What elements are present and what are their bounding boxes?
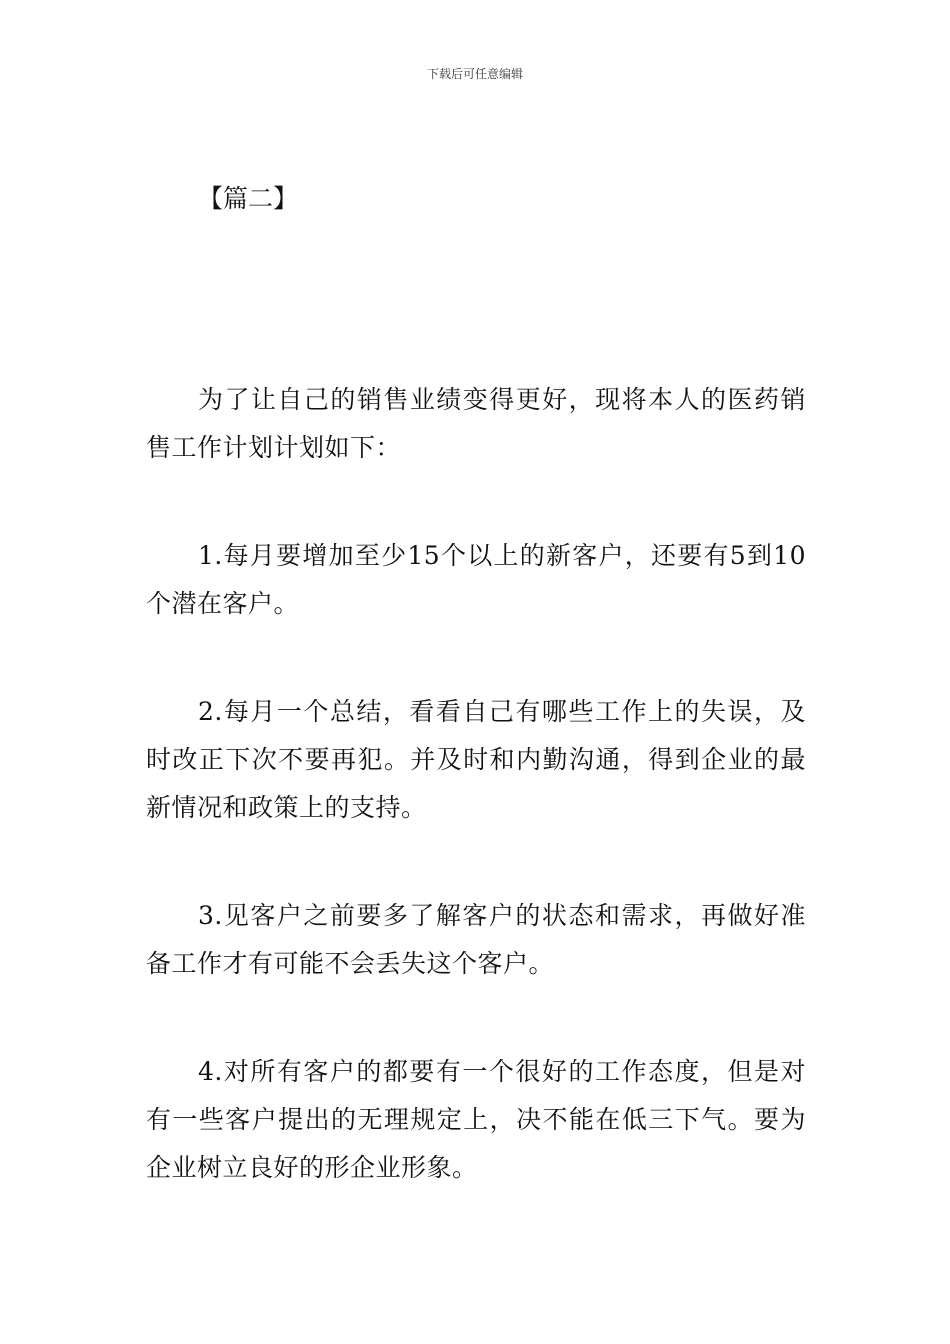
paragraph-intro: 为了让自己的销售业绩变得更好，现将本人的医药销售工作计划计划如下： [146,385,806,462]
paragraph-item-1: 1.每月要增加至少15个以上的新客户，还要有5到10个潜在客户。 [146,541,806,618]
page-header-note: 下载后可任意编辑 [426,67,523,81]
section-title: 【篇二】 [198,184,299,213]
document-body [146,376,806,1252]
paragraph-item-2: 2.每月一个总结，看看自己有哪些工作上的失误，及时改正下次不要再犯。并及时和内勤沟通，得到企业的最新情况和政策上的支持。 [146,697,806,822]
paragraph-item-4: 4.对所有客户的都要有一个很好的工作态度，但是对有一些客户提出的无理规定上，决不能在低三下气。要为企业树立良好的形企业形象。 [146,1057,806,1182]
paragraph-item-3: 3.见客户之前要多了解客户的状态和需求，再做好准备工作才有可能不会丢失这个客户。 [146,901,806,978]
